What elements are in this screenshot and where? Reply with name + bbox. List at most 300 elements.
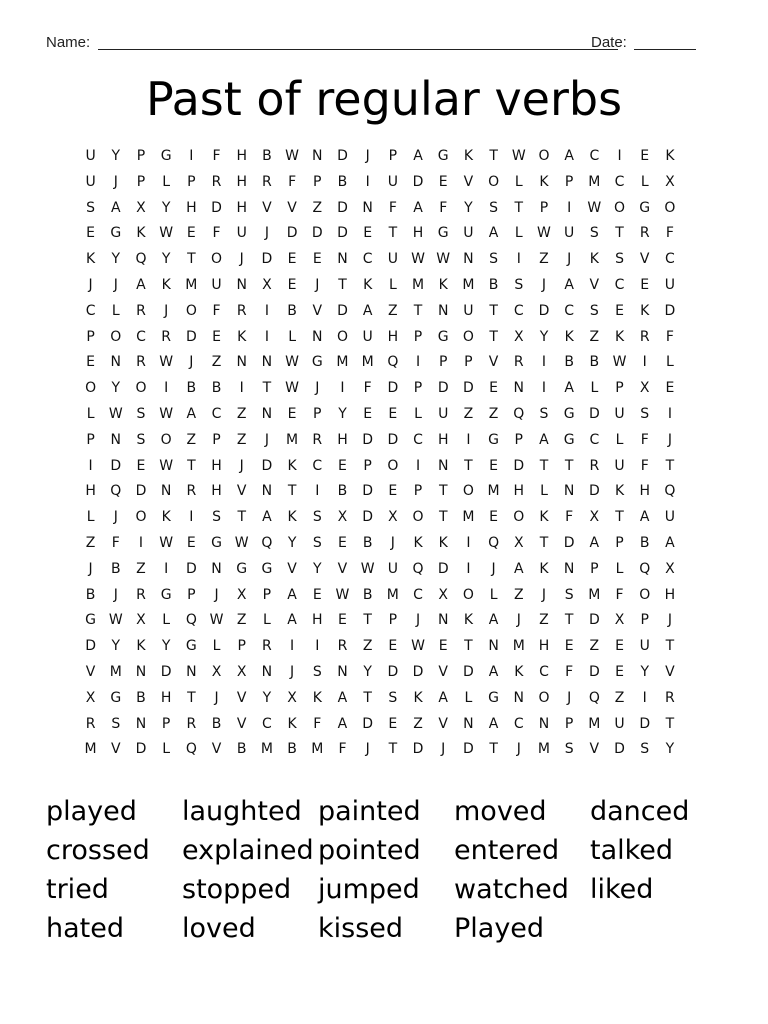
grid-letter: E [489, 380, 499, 397]
grid-letter: P [590, 560, 599, 577]
grid-letter: F [338, 741, 347, 758]
grid-letter: H [437, 431, 449, 448]
grid-letter: W [159, 354, 174, 371]
grid-letter: V [488, 354, 499, 371]
grid-letter: Y [665, 741, 675, 758]
grid-letter: S [564, 741, 574, 758]
grid-letter: C [136, 328, 146, 345]
grid-letter: D [437, 560, 449, 577]
grid-letter: A [665, 534, 675, 551]
grid-letter: F [665, 328, 674, 345]
grid-letter: D [588, 405, 600, 422]
grid-letter: E [136, 457, 146, 474]
grid-letter: N [362, 199, 373, 216]
grid-letter: Z [413, 715, 423, 732]
grid-letter: D [362, 483, 374, 500]
grid-letter: V [236, 715, 247, 732]
grid-letter: U [85, 148, 96, 164]
grid-letter: N [437, 612, 449, 629]
grid-letter: M [487, 483, 500, 500]
grid-letter: J [516, 741, 521, 758]
name-blank-line[interactable] [98, 49, 618, 50]
grid-letter: G [185, 638, 197, 655]
grid-letter: E [338, 457, 347, 474]
grid-letter: B [488, 276, 499, 293]
grid-letter: A [488, 225, 499, 242]
grid-letter: W [537, 225, 551, 242]
grid-letter: D [563, 534, 575, 551]
grid-letter: S [136, 431, 146, 448]
grid-letter: G [488, 689, 500, 706]
grid-letter: T [363, 689, 372, 706]
grid-letter: N [236, 276, 247, 293]
grid-letter: I [189, 509, 194, 526]
grid-letter: L [666, 354, 674, 371]
grid-letter: T [187, 251, 196, 268]
grid-letter: L [212, 638, 221, 655]
grid-letter: K [287, 457, 297, 474]
grid-letter: D [85, 638, 96, 655]
word-list-item: stopped [182, 874, 292, 905]
grid-letter: P [413, 380, 423, 397]
grid-letter: K [136, 638, 146, 655]
grid-letter: D [160, 663, 172, 680]
grid-letter: T [489, 741, 498, 758]
grid-letter: C [513, 715, 524, 732]
grid-letter: Z [539, 612, 549, 629]
grid-letter: X [665, 560, 675, 577]
grid-letter: D [614, 741, 625, 758]
grid-letter: E [186, 225, 196, 242]
grid-letter: G [639, 199, 651, 216]
grid-letter: G [211, 534, 222, 551]
grid-letter: P [237, 638, 246, 655]
grid-letter: O [85, 380, 97, 397]
grid-letter: I [466, 534, 471, 551]
grid-letter: C [589, 148, 600, 164]
grid-letter: J [415, 612, 421, 629]
grid-letter: N [463, 251, 474, 268]
grid-letter: B [589, 354, 600, 371]
grid-letter: P [187, 173, 196, 190]
grid-letter: M [361, 354, 374, 371]
grid-letter: T [564, 457, 574, 474]
grid-letter: H [85, 483, 96, 500]
grid-letter: N [437, 457, 449, 474]
word-list-item: painted [318, 796, 421, 827]
grid-letter: O [160, 431, 172, 448]
grid-letter: Z [186, 431, 197, 448]
grid-letter: P [363, 457, 372, 474]
grid-letter: J [491, 560, 496, 577]
page-title: Past of regular verbs [145, 72, 623, 126]
grid-letter: J [541, 586, 547, 603]
grid-letter: T [665, 715, 675, 732]
grid-letter: C [413, 586, 423, 603]
grid-letter: W [159, 457, 174, 474]
grid-letter: M [462, 276, 475, 293]
grid-letter: D [463, 380, 474, 397]
word-list-item: Played [454, 913, 545, 944]
grid-letter: L [388, 276, 397, 293]
grid-letter: J [239, 457, 244, 474]
grid-letter: G [160, 148, 172, 164]
grid-letter: X [211, 663, 222, 680]
grid-letter: S [111, 715, 121, 732]
grid-letter: P [262, 586, 272, 603]
grid-letter: D [185, 560, 197, 577]
grid-letter: Z [85, 534, 96, 551]
grid-letter: S [640, 405, 650, 422]
grid-letter: D [387, 663, 399, 680]
grid-letter: D [588, 612, 600, 629]
grid-letter: O [462, 586, 474, 603]
grid-letter: X [589, 509, 600, 526]
grid-letter: Z [589, 328, 600, 345]
grid-letter: H [312, 612, 323, 629]
grid-letter: W [285, 148, 300, 164]
grid-letter: B [287, 741, 297, 758]
grid-letter: G [110, 225, 122, 242]
grid-letter: J [567, 251, 572, 268]
grid-letter: O [462, 328, 474, 345]
grid-letter: I [617, 148, 622, 164]
grid-letter: F [565, 663, 574, 680]
grid-letter: R [186, 483, 197, 500]
grid-letter: N [110, 431, 122, 448]
word-list-item: explained [182, 835, 314, 866]
grid-letter: L [489, 586, 498, 603]
grid-letter: P [464, 354, 473, 371]
grid-letter: E [640, 276, 650, 293]
grid-letter: X [438, 586, 449, 603]
grid-letter: X [388, 509, 398, 526]
grid-letter: O [488, 173, 500, 190]
grid-letter: J [667, 612, 672, 629]
grid-letter: S [539, 405, 549, 422]
grid-letter: T [489, 328, 498, 345]
grid-letter: S [312, 534, 322, 551]
grid-letter: Z [589, 638, 600, 655]
grid-letter: C [362, 251, 373, 268]
grid-letter: B [186, 380, 197, 397]
grid-letter: C [614, 173, 625, 190]
grid-letter: N [261, 663, 273, 680]
grid-letter: J [315, 276, 320, 293]
grid-letter: J [541, 276, 547, 293]
grid-letter: E [212, 328, 221, 345]
grid-letter: L [86, 405, 95, 422]
grid-letter: Y [363, 663, 372, 680]
grid-letter: D [639, 715, 651, 732]
word-list-item: moved [454, 796, 547, 827]
grid-letter: Y [161, 638, 171, 655]
grid-letter: H [211, 483, 222, 500]
grid-letter: N [261, 354, 273, 371]
grid-letter: L [464, 689, 473, 706]
grid-letter: M [411, 276, 425, 293]
grid-letter: P [161, 715, 171, 732]
grid-letter: D [538, 302, 550, 319]
grid-letter: S [212, 509, 221, 526]
grid-letter: K [312, 689, 322, 706]
grid-letter: E [615, 638, 624, 655]
grid-letter: U [614, 457, 625, 474]
grid-letter: T [338, 276, 347, 293]
grid-letter: D [337, 199, 348, 216]
grid-letter: O [538, 148, 550, 164]
grid-letter: R [211, 173, 222, 190]
grid-letter: D [588, 483, 600, 500]
grid-letter: L [162, 612, 171, 629]
grid-letter: Q [588, 689, 600, 706]
grid-letter: N [312, 328, 323, 345]
grid-letter: Q [110, 483, 122, 500]
grid-letter: H [538, 638, 550, 655]
grid-letter: J [390, 534, 395, 551]
date-blank-line[interactable] [634, 49, 696, 50]
grid-letter: P [413, 328, 423, 345]
word-list-item: liked [590, 874, 654, 905]
grid-letter: T [413, 302, 423, 319]
grid-letter: H [664, 586, 676, 603]
grid-letter: T [464, 457, 473, 474]
grid-letter: K [136, 225, 146, 242]
grid-letter: W [411, 251, 425, 268]
grid-letter: C [413, 431, 423, 448]
grid-letter: O [639, 586, 651, 603]
grid-letter: D [362, 431, 374, 448]
grid-letter: F [363, 380, 372, 397]
grid-letter: O [538, 689, 550, 706]
grid-letter: D [261, 251, 273, 268]
grid-letter: Z [362, 638, 373, 655]
grid-letter: S [514, 276, 524, 293]
grid-letter: J [113, 586, 118, 603]
grid-letter: K [614, 328, 625, 345]
worksheet-header [46, 34, 698, 54]
grid-letter: D [286, 225, 298, 242]
grid-letter: C [513, 302, 524, 319]
grid-letter: N [211, 560, 222, 577]
grid-letter: Q [412, 560, 424, 577]
grid-letter: F [439, 199, 448, 216]
grid-letter: N [186, 663, 197, 680]
grid-letter: M [260, 741, 273, 758]
grid-letter: L [288, 328, 296, 345]
grid-letter: D [362, 715, 374, 732]
grid-letter: W [436, 251, 451, 268]
word-list-item: crossed [46, 835, 150, 866]
grid-letter: L [86, 509, 95, 526]
grid-letter: R [262, 173, 272, 190]
grid-letter: Z [488, 405, 499, 422]
grid-letter: T [514, 199, 524, 216]
grid-letter: Q [185, 741, 197, 758]
grid-letter: Z [388, 302, 398, 319]
word-list-item: watched [454, 874, 569, 905]
grid-letter: U [614, 715, 625, 732]
grid-letter: U [362, 328, 373, 345]
grid-letter: X [513, 328, 524, 345]
grid-letter: V [287, 199, 297, 216]
grid-letter: F [640, 431, 649, 448]
grid-letter: E [564, 638, 574, 655]
grid-letter: W [285, 354, 300, 371]
grid-letter: F [665, 225, 674, 242]
grid-letter: N [236, 354, 247, 371]
grid-letter: U [387, 173, 398, 190]
grid-letter: S [388, 689, 398, 706]
grid-letter: T [489, 302, 498, 319]
grid-letter: F [212, 302, 221, 319]
grid-letter: R [513, 354, 524, 371]
grid-letter: I [264, 328, 269, 345]
grid-letter: V [262, 199, 272, 216]
grid-letter: U [664, 509, 676, 526]
grid-letter: E [363, 405, 373, 422]
grid-letter: F [313, 715, 322, 732]
grid-letter: K [539, 560, 549, 577]
grid-letter: X [287, 689, 297, 706]
grid-letter: D [185, 328, 197, 345]
grid-letter: X [85, 689, 96, 706]
grid-letter: R [665, 689, 675, 706]
grid-letter: D [337, 225, 348, 242]
grid-letter: I [567, 199, 572, 216]
grid-letter: Y [539, 328, 549, 345]
grid-letter: R [85, 715, 96, 732]
grid-letter: D [664, 302, 676, 319]
grid-letter: A [488, 715, 499, 732]
grid-letter: V [665, 663, 675, 680]
grid-letter: U [236, 225, 247, 242]
grid-letter: E [438, 173, 448, 190]
grid-letter: H [236, 148, 247, 164]
grid-letter: P [136, 173, 146, 190]
grid-letter: W [159, 405, 174, 422]
grid-letter: P [187, 586, 196, 603]
grid-letter: J [567, 689, 572, 706]
grid-letter: K [413, 534, 423, 551]
grid-letter: X [236, 586, 247, 603]
grid-letter: G [261, 560, 273, 577]
grid-letter: Z [236, 431, 247, 448]
grid-letter: K [564, 328, 574, 345]
grid-letter: A [186, 405, 197, 422]
grid-letter: X [262, 276, 272, 293]
grid-letter: O [185, 302, 197, 319]
grid-letter: U [438, 405, 449, 422]
word-list-item: loved [182, 913, 256, 944]
grid-letter: C [589, 431, 600, 448]
grid-letter: G [488, 431, 500, 448]
grid-letter: R [161, 328, 172, 345]
grid-letter: P [212, 431, 221, 448]
grid-letter: E [86, 225, 96, 242]
grid-letter: V [337, 560, 348, 577]
grid-letter: J [189, 354, 194, 371]
grid-letter: W [108, 612, 123, 629]
grid-letter: Y [111, 148, 121, 164]
grid-letter: I [466, 560, 471, 577]
grid-letter: I [88, 457, 93, 474]
grid-letter: M [386, 586, 399, 603]
grid-letter: A [589, 534, 600, 551]
grid-letter: L [514, 173, 523, 190]
grid-letter: P [539, 199, 549, 216]
grid-letter: P [564, 173, 574, 190]
grid-letter: Y [640, 663, 649, 680]
word-list-item: danced [590, 796, 690, 827]
grid-letter: W [159, 534, 174, 551]
grid-letter: U [211, 276, 222, 293]
grid-letter: K [413, 689, 423, 706]
grid-letter: R [136, 354, 146, 371]
word-list-item: played [46, 796, 137, 827]
grid-letter: I [642, 354, 647, 371]
grid-letter: N [437, 302, 449, 319]
grid-letter: J [441, 741, 446, 758]
grid-letter: I [138, 534, 144, 551]
grid-letter: D [412, 663, 424, 680]
grid-letter: L [590, 380, 599, 397]
grid-letter: U [387, 251, 398, 268]
grid-letter: G [311, 354, 323, 371]
grid-letter: I [415, 457, 421, 474]
grid-letter: J [164, 302, 169, 319]
grid-letter: A [337, 689, 348, 706]
grid-letter: D [387, 431, 399, 448]
grid-letter: H [412, 225, 424, 242]
grid-letter: A [539, 431, 549, 448]
grid-letter: H [211, 457, 222, 474]
grid-letter: L [111, 302, 120, 319]
grid-letter: N [513, 380, 525, 397]
grid-letter: D [412, 173, 424, 190]
grid-letter: Z [513, 586, 524, 603]
grid-letter: Y [111, 638, 121, 655]
grid-letter: X [614, 612, 625, 629]
grid-letter: A [513, 560, 524, 577]
grid-letter: W [159, 225, 174, 242]
grid-letter: A [287, 586, 297, 603]
grid-letter: X [665, 173, 675, 190]
grid-letter: N [135, 715, 147, 732]
grid-letter: A [287, 612, 297, 629]
grid-letter: F [388, 199, 397, 216]
grid-letter: H [236, 173, 247, 190]
word-list-item: tried [46, 874, 109, 905]
grid-letter: E [338, 534, 347, 551]
grid-letter: T [438, 509, 448, 526]
grid-letter: I [415, 354, 421, 371]
grid-letter: V [312, 302, 323, 319]
grid-letter: K [287, 509, 297, 526]
grid-letter: G [437, 225, 449, 242]
grid-letter: R [639, 328, 650, 345]
grid-letter: D [588, 663, 600, 680]
grid-letter: P [86, 431, 95, 448]
grid-letter: Q [387, 354, 399, 371]
word-list-item: jumped [318, 874, 420, 905]
grid-letter: L [263, 612, 271, 629]
grid-letter: U [85, 173, 96, 190]
grid-letter: I [365, 173, 370, 190]
grid-letter: R [236, 302, 247, 319]
grid-letter: P [564, 715, 574, 732]
grid-letter: V [438, 663, 448, 680]
